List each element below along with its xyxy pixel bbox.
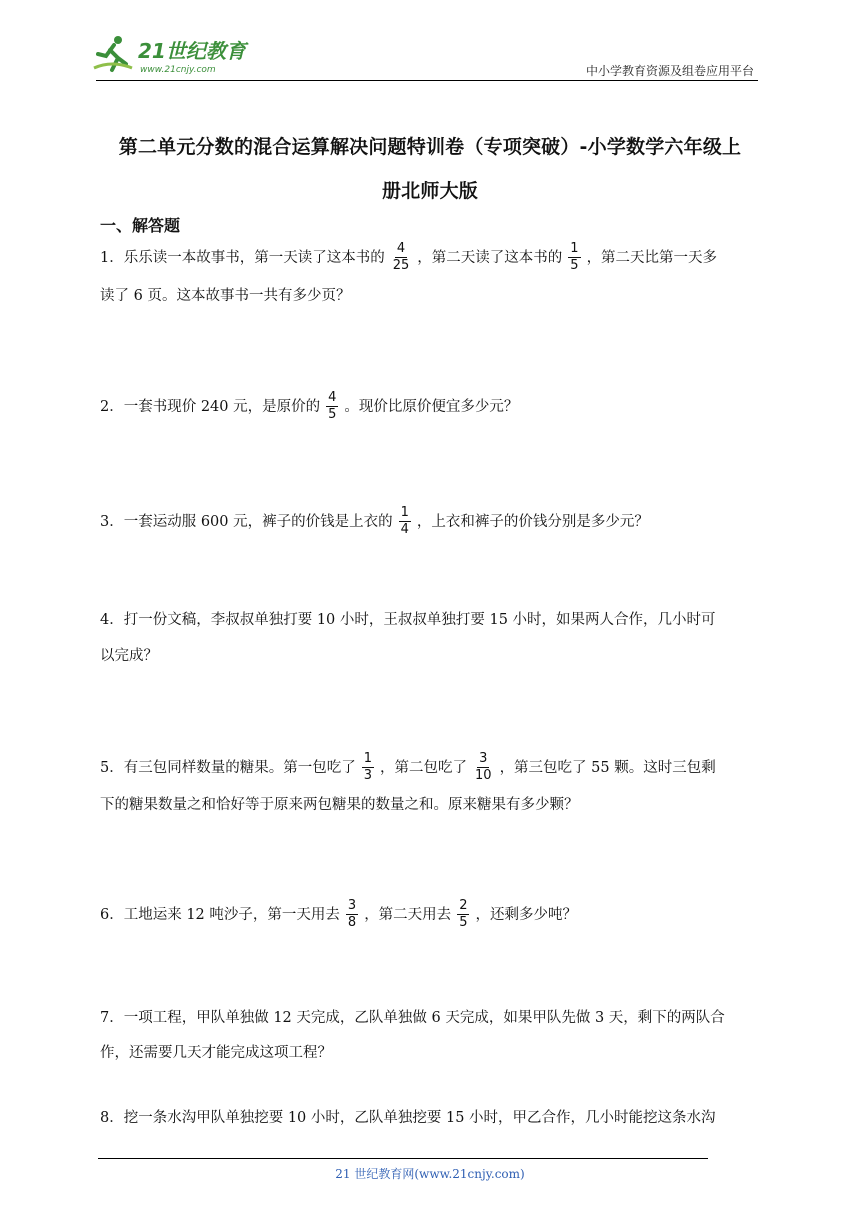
- footer-divider: [98, 1158, 708, 1159]
- question-2: 2．一套书现价 240 元，是原价的 $\frac{4}{5}$ 。现价比原价便宜多少元？: [100, 390, 519, 422]
- fraction: $\frac{3}{10}$: [475, 751, 492, 783]
- header-divider: [96, 80, 758, 81]
- fraction: $\frac{4}{5}$: [328, 390, 337, 422]
- page-title-line2: 册北师大版: [381, 180, 478, 202]
- logo-text: 21世纪教育: [138, 39, 246, 63]
- fraction: $\frac{1}{4}$: [400, 505, 409, 537]
- section-heading: 一、解答题: [100, 216, 181, 235]
- question-8-line1: 8．挖一条水沟甲队单独挖要 10 小时，乙队单独挖要 15 小时，甲乙合作，几小时能挖这条水沟: [100, 1110, 716, 1126]
- question-4-line1: 4．打一份文稿，李叔叔单独打要 10 小时，王叔叔单独打要 15 小时，如果两人合作，几小时可: [100, 612, 716, 628]
- footer-link[interactable]: 21 世纪教育网(www.21cnjy.com): [335, 1167, 525, 1181]
- logo-url: www.21cnjy.com: [140, 65, 216, 75]
- fraction: $\frac{2}{5}$: [459, 898, 468, 930]
- question-7-line2: 作，还需要几天才能完成这项工程？: [100, 1045, 332, 1061]
- question-5-line1: 5．有三包同样数量的糖果。第一包吃了 $\frac{1}{3}$ ，第二包吃了 $\frac{3}{10}$ ，第三包吃了 55 颗。这时三包剩: [100, 751, 716, 783]
- logo: [92, 30, 262, 80]
- fraction: $\frac{4}{25}$: [392, 241, 410, 273]
- header-platform-text: 中小学教育资源及组卷应用平台: [585, 64, 754, 78]
- question-7-line1: 7．一项工程，甲队单独做 12 天完成，乙队单独做 6 天完成，如果甲队先做 3 天，剩下的两队合: [100, 1010, 725, 1026]
- page-header: [0, 0, 860, 90]
- question-4-line2: 以完成？: [100, 648, 158, 664]
- fraction: $\frac{3}{8}$: [347, 898, 357, 930]
- question-3: 3．一套运动服 600 元，裤子的价钱是上衣的 $\frac{1}{4}$ ，上衣和裤子的价钱分别是多少元？: [100, 505, 649, 537]
- page-title-line1: 第二单元分数的混合运算解决问题特训卷（专项突破）-小学数学六年级上: [118, 136, 742, 158]
- fraction: $\frac{1}{3}$: [363, 751, 373, 783]
- fraction: $\frac{1}{5}$: [570, 241, 579, 273]
- question-1-line2: 读了 6 页。这本故事书一共有多少页？: [100, 288, 351, 304]
- question-5-line2: 下的糖果数量之和恰好等于原来两包糖果的数量之和。原来糖果有多少颗？: [100, 797, 579, 813]
- question-6: 6．工地运来 12 吨沙子，第一天用去 $\frac{3}{8}$ ，第二天用去 $\frac{2}{5}$ ，还剩多少吨？: [100, 898, 577, 930]
- question-1-line1: 1．乐乐读一本故事书，第一天读了这本书的 $\frac{4}{25}$ ，第二天读了这本书的 $\frac{1}{5}$ ，第二天比第一天多: [100, 241, 718, 273]
- running-figure-icon: [94, 36, 132, 70]
